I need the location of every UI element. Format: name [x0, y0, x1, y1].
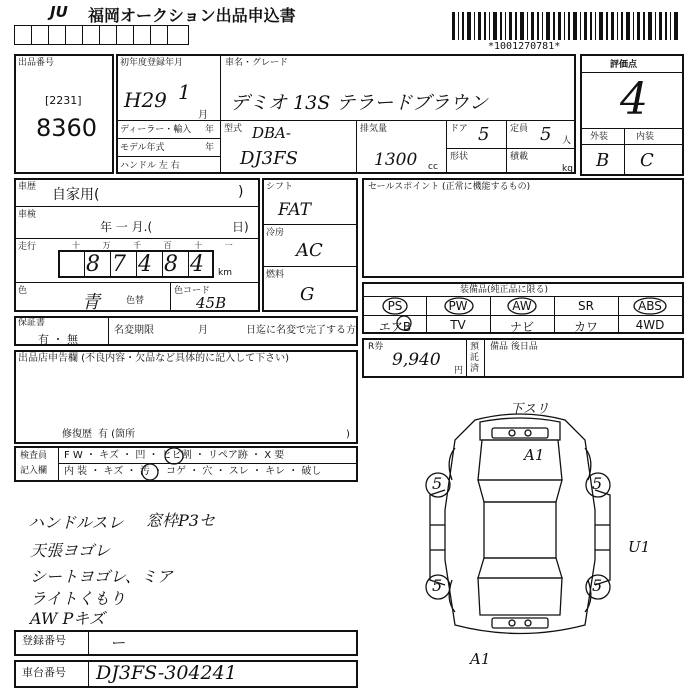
exterior-grade: B [596, 150, 610, 171]
sales-point-box [362, 178, 684, 278]
wheel-mark: 5 [592, 576, 603, 595]
mileage-digit: 8 [164, 252, 178, 277]
sales-point-label: セールスポイント (正常に機能するもの) [368, 182, 531, 192]
form-title: 福岡オークション出品申込書 [88, 6, 296, 25]
warranty-label: 保証書 [18, 318, 46, 328]
type-value-1: DBA- [252, 124, 291, 142]
wheel-mark: 5 [432, 576, 443, 595]
equipment-item: カワ [573, 320, 598, 334]
remark-line: 天張ヨゴレ [30, 541, 111, 560]
equipment-circles [364, 296, 682, 334]
mileage-units: 十 万 千 百 十 一 [72, 241, 243, 250]
equipment-item: 4WD [635, 318, 665, 332]
recycle-value: 9,940 [392, 350, 441, 370]
model-label: 車名・グレード [225, 58, 289, 68]
year-month: 月 [198, 110, 208, 121]
chassis-label: 車台番号 [22, 666, 66, 679]
interior-label: 内装 [636, 132, 655, 142]
car-diagram [420, 400, 620, 650]
recycle-paid-label: 預託済 [470, 342, 480, 374]
color-code: 45B [196, 294, 227, 312]
handle-label: ハンドル 左 右 [120, 161, 180, 171]
name-change-label: 名変期限 [114, 325, 154, 336]
color-label: 色 [18, 286, 28, 296]
equipment-item: TV [450, 318, 466, 332]
equipment-item: SR [578, 299, 594, 313]
mileage-label: 走行 [18, 242, 37, 252]
capacity-value: 5 [540, 124, 552, 145]
aircon-value: AC [296, 240, 323, 261]
mileage-digit: 4 [138, 252, 152, 277]
shift-label: シフト [266, 182, 294, 192]
chassis-value: DJ3FS-304241 [96, 662, 237, 684]
repair-value: 有 (箇所 [98, 429, 136, 440]
recycle-unit: 円 [454, 366, 464, 376]
inspector-row-1: F W ・ キズ ・ 凹 ・ ヒビ割 ・ リペア跡 ・ X 要 [64, 450, 285, 461]
repair-close: ) [346, 429, 350, 440]
registration-label: 登録番号 [22, 634, 66, 647]
doors-label: ドア [450, 124, 468, 134]
registration-value: ー [110, 634, 126, 652]
dealer-label: ディーラー・輸入 [120, 125, 192, 135]
color-code-label: 色コード [174, 286, 211, 296]
equipment-item: エアB [378, 320, 412, 334]
name-change-note: 日迄に名変で完了する方 [246, 325, 356, 336]
displacement-unit: cc [428, 162, 438, 172]
displacement-value: 1300 [374, 150, 418, 170]
mileage-digit: 8 [86, 252, 100, 277]
equipment-item: PS [387, 299, 403, 313]
lot-number: 8360 [36, 114, 98, 142]
dealer-unit: 年 [205, 125, 215, 135]
lot-sub: [2231] [45, 94, 82, 107]
interior-grade: C [640, 150, 654, 171]
loading-unit: kg [562, 164, 573, 174]
inspection-value: 年 一 月.( [100, 220, 153, 234]
wheel-mark: 5 [592, 474, 603, 493]
inspector-row-2: 内 装 ・ キズ ・ 汚 ・ コゲ ・ 穴 ・ スレ ・ キレ ・ 破し [64, 466, 322, 477]
year-label: 初年度登録年月 [120, 58, 184, 68]
year-era: H29 [124, 88, 167, 112]
shift-value: FAT [278, 200, 312, 220]
fuel-value: G [300, 284, 315, 305]
remark-line: シートヨゴレ、ミア [30, 567, 173, 586]
capacity-label: 定員 [510, 124, 529, 134]
displacement-label: 排気量 [360, 124, 388, 134]
diagram-front-mark: A1 [524, 446, 545, 464]
remark-line: AW Pキズ [30, 609, 105, 628]
barcode-text: *1001270781* [488, 41, 561, 52]
type-value-2: DJ3FS [240, 148, 298, 169]
usage-label: 車歴 [18, 182, 37, 192]
name-change-unit: 月 [198, 325, 208, 336]
warranty-options: 有 ・ 無 [38, 333, 78, 346]
remark-line: 窓枠P3セ [146, 511, 215, 530]
mileage-digit: 4 [190, 252, 204, 277]
equipment-item: AW [512, 299, 532, 313]
shape-label: 形状 [450, 152, 469, 162]
doors-value: 5 [478, 124, 490, 145]
diagram-rear-mark: A1 [470, 650, 491, 668]
header-box-strip [14, 25, 189, 45]
color-tone-label: 色替 [126, 296, 145, 306]
equipment-item: PW [448, 299, 468, 313]
usage-value: 自家用( [52, 187, 100, 203]
fuel-label: 燃料 [266, 270, 285, 280]
diagram-side-mark: U1 [628, 538, 651, 556]
equipment-label: 装備品(純正品に限る) [460, 285, 549, 295]
ju-logo: JU [50, 3, 68, 21]
usage-close: ) [238, 184, 244, 200]
model-value: デミオ 13S テラードブラウン [230, 92, 488, 114]
aircon-label: 冷房 [266, 228, 285, 238]
recycle-label: R券 [368, 342, 384, 352]
inspection-close: 日) [232, 220, 249, 234]
repair-label: 修復歴 [62, 429, 92, 440]
exterior-label: 外装 [590, 132, 609, 142]
mileage-digit: 7 [112, 252, 126, 277]
notes-label: 出品店申告欄 (不良内容・欠品など具体的に記入して下さい) [18, 353, 289, 364]
grade-score: 4 [620, 74, 648, 125]
barcode [452, 12, 680, 40]
modelyear-label: モデル年式 [120, 143, 165, 153]
wheel-mark: 5 [432, 474, 443, 493]
color-value: 青 [82, 292, 100, 313]
loading-label: 積載 [510, 152, 529, 162]
inspection-label: 車検 [18, 210, 37, 220]
equipment-item: ABS [638, 299, 662, 313]
inspector-label-1: 検査員 [20, 451, 48, 461]
inspector-circles [58, 446, 358, 482]
recycle-note: 備品 後日品 [490, 342, 538, 352]
remark-line: ライトくもり [30, 589, 126, 608]
equipment-item: ナビ [509, 320, 534, 334]
remark-line: ハンドルスレ [28, 513, 124, 532]
inspector-label-2: 記入欄 [20, 466, 48, 476]
type-label: 型式 [224, 124, 243, 134]
lot-label: 出品番号 [18, 58, 55, 68]
year-number: 1 [178, 80, 191, 104]
mileage-unit: km [218, 268, 232, 278]
capacity-unit: 人 [562, 136, 572, 146]
grade-label: 評価点 [610, 60, 638, 70]
diagram-top-note: 下スリ [510, 402, 550, 417]
modelyear-unit: 年 [205, 143, 215, 153]
